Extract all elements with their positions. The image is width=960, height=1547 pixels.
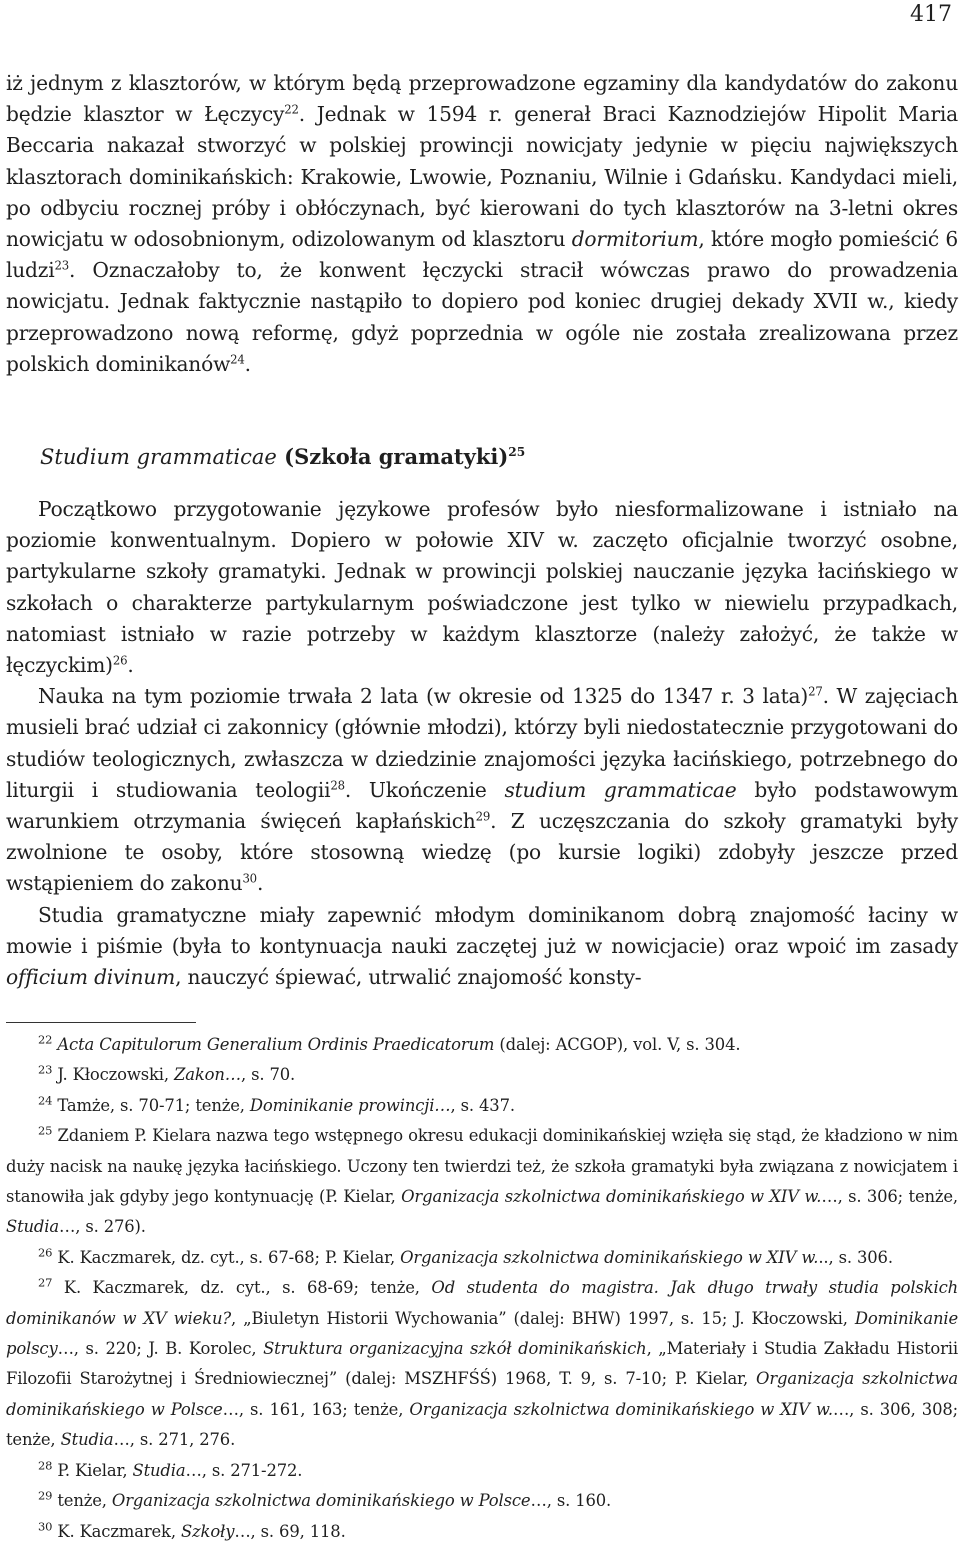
footnote-ref: 23 (54, 258, 69, 273)
text-run: K. Kaczmarek, (57, 1521, 181, 1541)
footnote (6, 1060, 958, 1090)
paragraph (6, 494, 958, 681)
footnote-separator (6, 1022, 196, 1023)
section-heading-footnote-ref: 25 (508, 445, 526, 459)
text-run: …, s. 69, 118. (234, 1521, 346, 1541)
text-run: …, s. 220; J. B. Korolec, (57, 1339, 264, 1359)
footnote-number: 24 (38, 1093, 53, 1108)
text-run: , „Materiały i Studia Zakładu Historii Filozofii Starożytnej i Średniowiecznej” (dalej: MSZHFŚŚ) 1968, T. 9, s. 7-10; P. Kielar, (6, 1339, 958, 1389)
text-run: iż jednym z klasztorów, w którym będą przeprowadzone egzaminy dla kandydatów do zakonu będzie klasztor w Łęczycy (6, 71, 958, 127)
text-run: …, s. 161, 163; tenże, (222, 1399, 410, 1419)
text-run: Zdaniem P. Kielara nazwa tego wstępnego okresu edukacji dominikańskiej wzięła się stąd, że kładziono w nim duży nacisk na naukę języka łacińskiego. Uczony ten twierdzi też, że szkoła gramatyki była związana z nowicjatem i stanowiła jak gdyby jego kontynuację (P. Kielar, (6, 1126, 958, 1207)
footnote (6, 1091, 958, 1121)
italic-text: Zakon… (173, 1065, 241, 1085)
footnote (6, 1243, 958, 1273)
text-run: , „Biuletyn Historii Wychowania” (dalej: BHW) 1997, s. 15; J. Kłoczowski, (231, 1308, 855, 1328)
italic-text: Dominikanie polscy (6, 1308, 958, 1359)
text-run: (dalej: ACGOP), vol. V, s. 304. (494, 1035, 741, 1054)
body-text (6, 68, 958, 380)
italic-text: dormitorium (571, 227, 699, 252)
text-run: . Oznaczałoby to, że konwent łęczycki stracił wówczas prawo do prowadzenia nowicjatu. Jednak faktycznie nastąpiło to dopiero pod koniec drugiej dekady XVII w., kiedy przeprowadzono nową reformę, gdyż poprzednia w ogóle nie została zrealizowana przez polskich dominikanów (6, 258, 958, 376)
text-run: Tamże, s. 70-71; tenże, (57, 1095, 250, 1115)
italic-text: Szkoły (180, 1521, 235, 1541)
text-run: . (127, 653, 134, 678)
text-run: …, s. 160. (530, 1491, 612, 1511)
footnote-ref: 24 (230, 352, 245, 367)
italic-text: Organizacja szkolnictwa dominikańskiego w XIV w. (401, 1187, 822, 1207)
text-run: …, s. 306; tenże, (821, 1187, 958, 1207)
text-run: . (244, 351, 251, 376)
footnote-number: 23 (38, 1062, 53, 1077)
text-run: …, s. 276). (58, 1217, 146, 1237)
footnote (6, 1456, 958, 1486)
page-number: 417 (910, 2, 952, 27)
footnote-number: 27 (38, 1275, 53, 1290)
text-run: , s. 437. (450, 1095, 515, 1115)
text-run: , nauczyć śpiewać, utrwalić znajomość konsty- (175, 965, 642, 990)
italic-text: studium grammaticae (504, 777, 737, 802)
footnote-number: 29 (38, 1488, 53, 1503)
text-run: …, s. 271-272. (185, 1460, 303, 1480)
footnote-number: 30 (38, 1519, 53, 1534)
italic-text: Studia (6, 1217, 59, 1237)
text-run: , które mogło pomieścić 6 ludzi (6, 227, 958, 283)
text-run: Nauka na tym poziomie trwała 2 lata (w okresie od 1325 do 1347 r. 3 lata) (38, 684, 809, 709)
text-run: …, s. 271, 276. (113, 1430, 236, 1450)
section-heading (40, 441, 525, 473)
text-run: , s. 70. (241, 1065, 296, 1085)
italic-text: Dominikanie prowincji… (249, 1095, 451, 1115)
italic-text: Organizacja szkolnictwa dominikańskiego w XIV w. (400, 1247, 819, 1267)
footnote (6, 1517, 958, 1547)
paragraph (6, 68, 958, 380)
text-run: P. Kielar, (57, 1460, 133, 1480)
italic-text: officium divinum (6, 965, 176, 990)
footnote (6, 1273, 958, 1455)
italic-text: Acta Capitulorum Generalium Ordinis Praedicatorum (57, 1035, 495, 1054)
italic-text: Studia (60, 1430, 114, 1450)
footnotes (6, 1030, 958, 1547)
footnote-ref: 26 (112, 653, 128, 668)
footnote-ref: 30 (242, 871, 257, 886)
footnote-number: 28 (38, 1458, 53, 1473)
text-run: .., s. 306. (818, 1247, 893, 1267)
paragraph (6, 900, 958, 994)
italic-text: Organizacja szkolnictwa dominikańskiego w XIV w. (409, 1399, 833, 1419)
section-heading-bold: (Szkoła gramatyki) (284, 444, 509, 469)
text-run: Studia gramatyczne miały zapewnić młodym dominikanom dobrą znajomość łaciny w mowie i piśmie (była to kontynuacja nauki zaczętej już w nowicjacie) oraz wpoić im zasady (6, 902, 958, 958)
footnote (6, 1486, 958, 1516)
italic-text: Studia (132, 1460, 186, 1480)
paragraph (6, 681, 958, 899)
footnote-ref: 27 (808, 684, 823, 699)
text-run: K. Kaczmarek, dz. cyt., s. 67-68; P. Kielar, (57, 1247, 401, 1267)
text-run: …, s. 306, 308; tenże, (6, 1399, 959, 1450)
text-run: K. Kaczmarek, dz. cyt., s. 68-69; tenże, (63, 1278, 432, 1298)
footnote-number: 22 (38, 1032, 53, 1047)
footnote-number: 25 (38, 1123, 53, 1138)
footnote (6, 1121, 958, 1243)
text-run: Początkowo przygotowanie językowe profesów było niesformalizowane i istniało na poziomie konwentualnym. Dopiero w połowie XIV w. zaczęto oficjalnie tworzyć osobne, partykularne szkoły gramatyki. Jednak w prowincji polskiej nauczanie języka łacińskiego w szkołach o charakterze partykularnym poświadczone jest tylko w niewielu przypadkach, natomiast istniało w razie potrzeby w każdym klasztorze (należy założyć, że także w łęczyckim) (6, 497, 958, 678)
italic-text: Od studenta do magistra. Jak długo trwały studia polskich dominikanów w XV wieku? (6, 1278, 958, 1328)
text-run: tenże, (57, 1491, 112, 1511)
text-run: było podstawowym warunkiem otrzymania święceń kapłańskich (6, 777, 958, 834)
italic-text: Struktura organizacyjna szkół dominikańskich (263, 1339, 647, 1359)
italic-text: Organizacja szkolnictwa dominikańskiego w Polsce (6, 1369, 958, 1419)
footnote-ref: 29 (475, 809, 491, 824)
text-run: J. Kłoczowski, (57, 1065, 174, 1085)
section-body-text (6, 494, 958, 993)
footnote-ref: 22 (284, 102, 299, 117)
text-run: . Jednak w 1594 r. generał Braci Kaznodziejów Hipolit Maria Beccaria nakazał stworzyć w polskiej prowincji nowicjaty jedynie w pięciu największych klasztorach dominikańskich: Krakowie, Lwowie, Poznaniu, Wilnie i Gdańsku. Kandydaci mieli, po odbyciu rocznej próby i obłóczynach, być kierowani do tych klasztorów na 3-letni okres nowicjatu w odosobnionym, odizolowanym od klasztoru (6, 102, 959, 252)
text-run: . (256, 871, 264, 896)
section-heading-italic: Studium grammaticae (40, 445, 277, 469)
text-run: . Ukończenie (344, 777, 505, 802)
footnote-number: 26 (38, 1245, 53, 1260)
footnote-ref: 28 (330, 778, 345, 793)
text-run: . W zajęciach musieli brać udział ci zakonnicy (głównie młodzi), którzy byli niedostatecznie przygotowani do studiów teologicznych, zwłaszcza w dziedzinie znajomości języka łacińskiego, potrzebnego do liturgii i studiowania teologii (6, 684, 958, 802)
text-run: . Z uczęszczania do szkoły gramatyki były zwolnione te osoby, które stosowną wiedzę (po kursie logiki) zdobyły jeszcze przed wstąpieniem do zakonu (6, 809, 958, 896)
footnote (6, 1030, 958, 1060)
italic-text: Organizacja szkolnictwa dominikańskiego w Polsce (111, 1491, 531, 1511)
